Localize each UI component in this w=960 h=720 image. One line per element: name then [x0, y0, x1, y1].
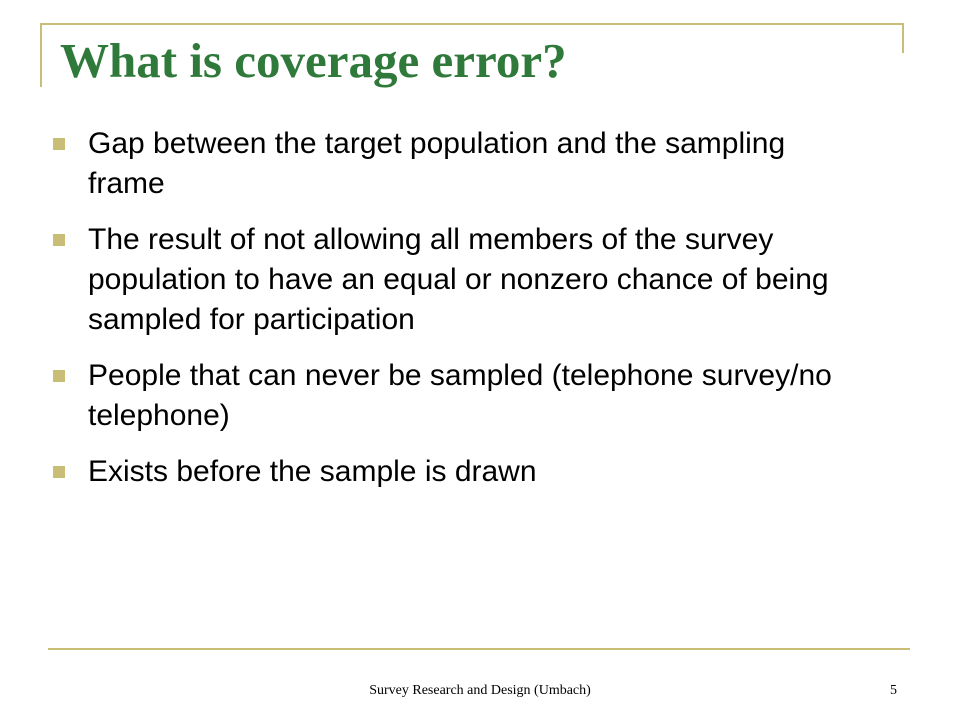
bullet-text: Gap between the target population and the sampling frame: [88, 127, 786, 200]
square-bullet-icon: [53, 234, 65, 246]
bullet-text: The result of not allowing all members of the survey population to have an equal or nonzero chance of being sampled for participation: [88, 223, 829, 336]
bullet-text: Exists before the sample is drawn: [88, 455, 537, 488]
bullet-item: [48, 452, 868, 492]
square-bullet-icon: [53, 370, 65, 382]
bullet-item: [48, 356, 868, 436]
bullet-item: [48, 220, 868, 340]
bullet-text: People that can never be sampled (telephone survey/no telephone): [88, 359, 832, 432]
bullet-item: [48, 124, 868, 204]
bullet-list: [48, 124, 868, 508]
footer-text: Survey Research and Design (Umbach): [369, 683, 591, 698]
slide-title: What is coverage error?: [60, 33, 567, 88]
title-frame-right-line: [902, 23, 904, 53]
title-frame-top-line: [40, 23, 904, 25]
square-bullet-icon: [53, 138, 65, 150]
footer-divider: [48, 648, 910, 650]
title-frame-left-line: [40, 23, 42, 87]
page-number: 5: [890, 683, 897, 698]
square-bullet-icon: [53, 466, 65, 478]
